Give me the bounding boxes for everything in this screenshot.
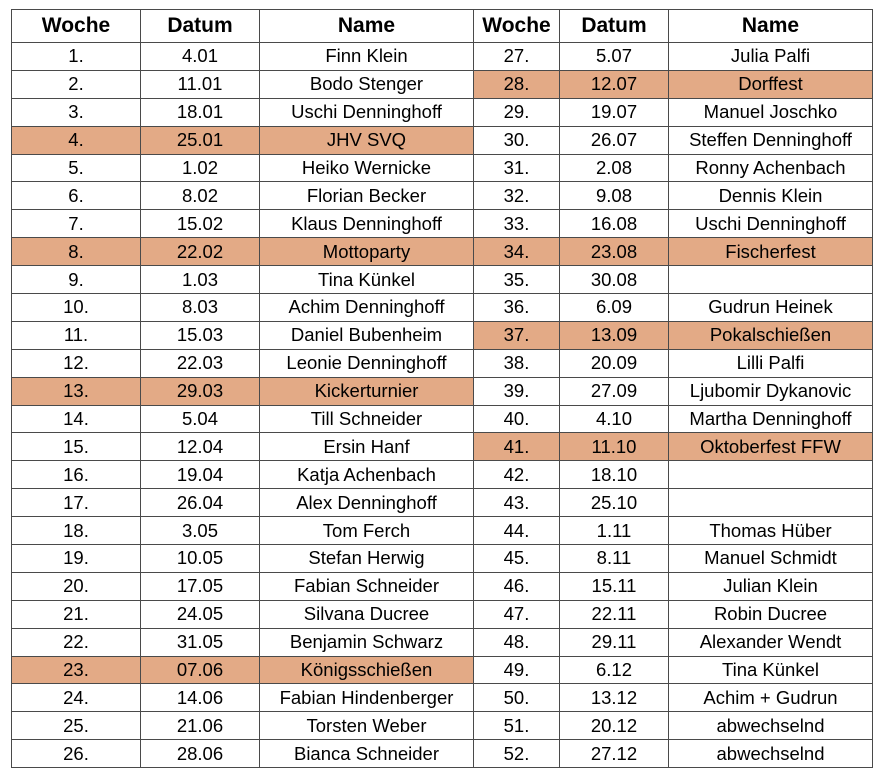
table-row <box>12 210 873 238</box>
right-woche-cell: 44. <box>474 517 560 545</box>
right-name-cell: Steffen Denninghoff <box>669 126 873 154</box>
left-name-cell: Alex Denninghoff <box>260 489 474 517</box>
right-woche-cell: 37. <box>474 321 560 349</box>
table-row <box>12 572 873 600</box>
right-name-cell: Dorffest <box>669 70 873 98</box>
right-datum-cell: 1.11 <box>560 517 669 545</box>
left-woche-cell: 14. <box>12 405 141 433</box>
left-name-cell: Bianca Schneider <box>260 740 474 768</box>
right-datum-cell: 22.11 <box>560 600 669 628</box>
left-woche-cell: 1. <box>12 43 141 71</box>
table-row <box>12 70 873 98</box>
right-name-cell: Thomas Hüber <box>669 517 873 545</box>
table-row <box>12 349 873 377</box>
left-datum-cell: 8.02 <box>141 182 260 210</box>
left-datum-cell: 4.01 <box>141 43 260 71</box>
right-name-cell: Gudrun Heinek <box>669 294 873 322</box>
right-name-cell: Ronny Achenbach <box>669 154 873 182</box>
left-datum-cell: 12.04 <box>141 433 260 461</box>
left-datum-cell: 1.03 <box>141 266 260 294</box>
left-woche-cell: 5. <box>12 154 141 182</box>
table-row <box>12 238 873 266</box>
right-datum-cell: 19.07 <box>560 98 669 126</box>
left-woche-cell: 3. <box>12 98 141 126</box>
right-woche-cell: 33. <box>474 210 560 238</box>
left-name-cell: Ersin Hanf <box>260 433 474 461</box>
left-datum-cell: 17.05 <box>141 572 260 600</box>
left-name-cell: Fabian Hindenberger <box>260 684 474 712</box>
table-row <box>12 377 873 405</box>
left-woche-cell: 24. <box>12 684 141 712</box>
left-datum-cell: 29.03 <box>141 377 260 405</box>
table-row <box>12 126 873 154</box>
left-datum-cell: 15.02 <box>141 210 260 238</box>
right-datum-cell: 30.08 <box>560 266 669 294</box>
table-row <box>12 266 873 294</box>
left-woche-cell: 15. <box>12 433 141 461</box>
right-woche-cell: 47. <box>474 600 560 628</box>
left-name-cell: Fabian Schneider <box>260 572 474 600</box>
left-woche-cell: 26. <box>12 740 141 768</box>
right-woche-cell: 34. <box>474 238 560 266</box>
header-row <box>12 10 873 43</box>
left-name-cell: Florian Becker <box>260 182 474 210</box>
table-row <box>12 182 873 210</box>
left-datum-cell: 1.02 <box>141 154 260 182</box>
right-woche-cell: 40. <box>474 405 560 433</box>
left-datum-cell: 07.06 <box>141 656 260 684</box>
right-name-cell: Pokalschießen <box>669 321 873 349</box>
right-woche-cell: 38. <box>474 349 560 377</box>
right-datum-cell: 23.08 <box>560 238 669 266</box>
left-woche-cell: 21. <box>12 600 141 628</box>
right-datum-cell: 13.12 <box>560 684 669 712</box>
right-datum-cell: 20.09 <box>560 349 669 377</box>
right-datum-cell: 13.09 <box>560 321 669 349</box>
table-row <box>12 405 873 433</box>
header-datum-right: Datum <box>560 10 669 43</box>
right-name-cell: Tina Künkel <box>669 656 873 684</box>
left-name-cell: Leonie Denninghoff <box>260 349 474 377</box>
right-datum-cell: 6.09 <box>560 294 669 322</box>
left-woche-cell: 17. <box>12 489 141 517</box>
left-datum-cell: 18.01 <box>141 98 260 126</box>
left-woche-cell: 11. <box>12 321 141 349</box>
right-datum-cell: 25.10 <box>560 489 669 517</box>
left-name-cell: Heiko Wernicke <box>260 154 474 182</box>
left-woche-cell: 8. <box>12 238 141 266</box>
right-woche-cell: 45. <box>474 545 560 573</box>
right-woche-cell: 42. <box>474 461 560 489</box>
right-woche-cell: 30. <box>474 126 560 154</box>
left-name-cell: Kickerturnier <box>260 377 474 405</box>
left-name-cell: Tina Künkel <box>260 266 474 294</box>
right-woche-cell: 49. <box>474 656 560 684</box>
left-woche-cell: 16. <box>12 461 141 489</box>
right-woche-cell: 36. <box>474 294 560 322</box>
table-row <box>12 740 873 768</box>
right-name-cell: Fischerfest <box>669 238 873 266</box>
table-row <box>12 294 873 322</box>
left-datum-cell: 19.04 <box>141 461 260 489</box>
left-datum-cell: 15.03 <box>141 321 260 349</box>
left-woche-cell: 7. <box>12 210 141 238</box>
left-woche-cell: 13. <box>12 377 141 405</box>
right-datum-cell: 6.12 <box>560 656 669 684</box>
header-name-right: Name <box>669 10 873 43</box>
right-datum-cell: 5.07 <box>560 43 669 71</box>
right-datum-cell: 11.10 <box>560 433 669 461</box>
left-woche-cell: 2. <box>12 70 141 98</box>
table-row <box>12 656 873 684</box>
right-woche-cell: 43. <box>474 489 560 517</box>
right-name-cell: Martha Denninghoff <box>669 405 873 433</box>
right-datum-cell: 20.12 <box>560 712 669 740</box>
right-name-cell <box>669 489 873 517</box>
left-woche-cell: 19. <box>12 545 141 573</box>
right-datum-cell: 26.07 <box>560 126 669 154</box>
left-datum-cell: 8.03 <box>141 294 260 322</box>
left-woche-cell: 22. <box>12 628 141 656</box>
table-row <box>12 545 873 573</box>
left-datum-cell: 14.06 <box>141 684 260 712</box>
left-woche-cell: 20. <box>12 572 141 600</box>
table-row <box>12 461 873 489</box>
header-datum-left: Datum <box>141 10 260 43</box>
left-datum-cell: 31.05 <box>141 628 260 656</box>
right-name-cell: Achim + Gudrun <box>669 684 873 712</box>
left-datum-cell: 21.06 <box>141 712 260 740</box>
left-name-cell: Bodo Stenger <box>260 70 474 98</box>
left-woche-cell: 12. <box>12 349 141 377</box>
table-row <box>12 489 873 517</box>
left-datum-cell: 5.04 <box>141 405 260 433</box>
header-woche-right: Woche <box>474 10 560 43</box>
left-woche-cell: 23. <box>12 656 141 684</box>
left-woche-cell: 10. <box>12 294 141 322</box>
left-woche-cell: 6. <box>12 182 141 210</box>
right-woche-cell: 29. <box>474 98 560 126</box>
right-woche-cell: 39. <box>474 377 560 405</box>
right-name-cell: Uschi Denninghoff <box>669 210 873 238</box>
right-woche-cell: 41. <box>474 433 560 461</box>
right-name-cell: Alexander Wendt <box>669 628 873 656</box>
table-body <box>12 43 873 768</box>
left-woche-cell: 4. <box>12 126 141 154</box>
right-name-cell: abwechselnd <box>669 712 873 740</box>
left-datum-cell: 10.05 <box>141 545 260 573</box>
table-row <box>12 517 873 545</box>
right-woche-cell: 50. <box>474 684 560 712</box>
table-row <box>12 433 873 461</box>
left-name-cell: Achim Denninghoff <box>260 294 474 322</box>
right-name-cell: Manuel Schmidt <box>669 545 873 573</box>
header-woche-left: Woche <box>12 10 141 43</box>
left-name-cell: Königsschießen <box>260 656 474 684</box>
left-name-cell: Torsten Weber <box>260 712 474 740</box>
right-name-cell: Julian Klein <box>669 572 873 600</box>
left-datum-cell: 22.03 <box>141 349 260 377</box>
left-name-cell: Klaus Denninghoff <box>260 210 474 238</box>
right-datum-cell: 12.07 <box>560 70 669 98</box>
left-datum-cell: 25.01 <box>141 126 260 154</box>
table-row <box>12 98 873 126</box>
right-datum-cell: 29.11 <box>560 628 669 656</box>
left-name-cell: Mottoparty <box>260 238 474 266</box>
left-datum-cell: 28.06 <box>141 740 260 768</box>
right-name-cell: abwechselnd <box>669 740 873 768</box>
right-woche-cell: 51. <box>474 712 560 740</box>
table-row <box>12 628 873 656</box>
left-name-cell: Daniel Bubenheim <box>260 321 474 349</box>
right-woche-cell: 27. <box>474 43 560 71</box>
right-name-cell: Manuel Joschko <box>669 98 873 126</box>
right-woche-cell: 52. <box>474 740 560 768</box>
left-name-cell: Finn Klein <box>260 43 474 71</box>
table-row <box>12 600 873 628</box>
right-woche-cell: 48. <box>474 628 560 656</box>
left-datum-cell: 3.05 <box>141 517 260 545</box>
right-datum-cell: 9.08 <box>560 182 669 210</box>
left-name-cell: Till Schneider <box>260 405 474 433</box>
right-datum-cell: 27.09 <box>560 377 669 405</box>
left-name-cell: Katja Achenbach <box>260 461 474 489</box>
left-woche-cell: 25. <box>12 712 141 740</box>
left-name-cell: Tom Ferch <box>260 517 474 545</box>
left-name-cell: Uschi Denninghoff <box>260 98 474 126</box>
left-name-cell: Benjamin Schwarz <box>260 628 474 656</box>
table-row <box>12 712 873 740</box>
right-datum-cell: 16.08 <box>560 210 669 238</box>
right-datum-cell: 4.10 <box>560 405 669 433</box>
right-name-cell: Robin Ducree <box>669 600 873 628</box>
right-woche-cell: 32. <box>474 182 560 210</box>
right-name-cell <box>669 461 873 489</box>
table-row <box>12 43 873 71</box>
right-name-cell: Dennis Klein <box>669 182 873 210</box>
right-name-cell: Lilli Palfi <box>669 349 873 377</box>
right-datum-cell: 27.12 <box>560 740 669 768</box>
left-datum-cell: 24.05 <box>141 600 260 628</box>
left-woche-cell: 18. <box>12 517 141 545</box>
right-datum-cell: 2.08 <box>560 154 669 182</box>
left-name-cell: Stefan Herwig <box>260 545 474 573</box>
left-name-cell: Silvana Ducree <box>260 600 474 628</box>
right-name-cell <box>669 266 873 294</box>
left-woche-cell: 9. <box>12 266 141 294</box>
table-row <box>12 154 873 182</box>
left-datum-cell: 11.01 <box>141 70 260 98</box>
right-woche-cell: 46. <box>474 572 560 600</box>
header-name-left: Name <box>260 10 474 43</box>
right-datum-cell: 18.10 <box>560 461 669 489</box>
schedule-table <box>11 9 873 768</box>
right-name-cell: Oktoberfest FFW <box>669 433 873 461</box>
right-name-cell: Ljubomir Dykanovic <box>669 377 873 405</box>
right-woche-cell: 35. <box>474 266 560 294</box>
right-name-cell: Julia Palfi <box>669 43 873 71</box>
left-datum-cell: 26.04 <box>141 489 260 517</box>
table-row <box>12 321 873 349</box>
table-row <box>12 684 873 712</box>
right-datum-cell: 8.11 <box>560 545 669 573</box>
right-woche-cell: 28. <box>474 70 560 98</box>
left-name-cell: JHV SVQ <box>260 126 474 154</box>
right-datum-cell: 15.11 <box>560 572 669 600</box>
left-datum-cell: 22.02 <box>141 238 260 266</box>
right-woche-cell: 31. <box>474 154 560 182</box>
